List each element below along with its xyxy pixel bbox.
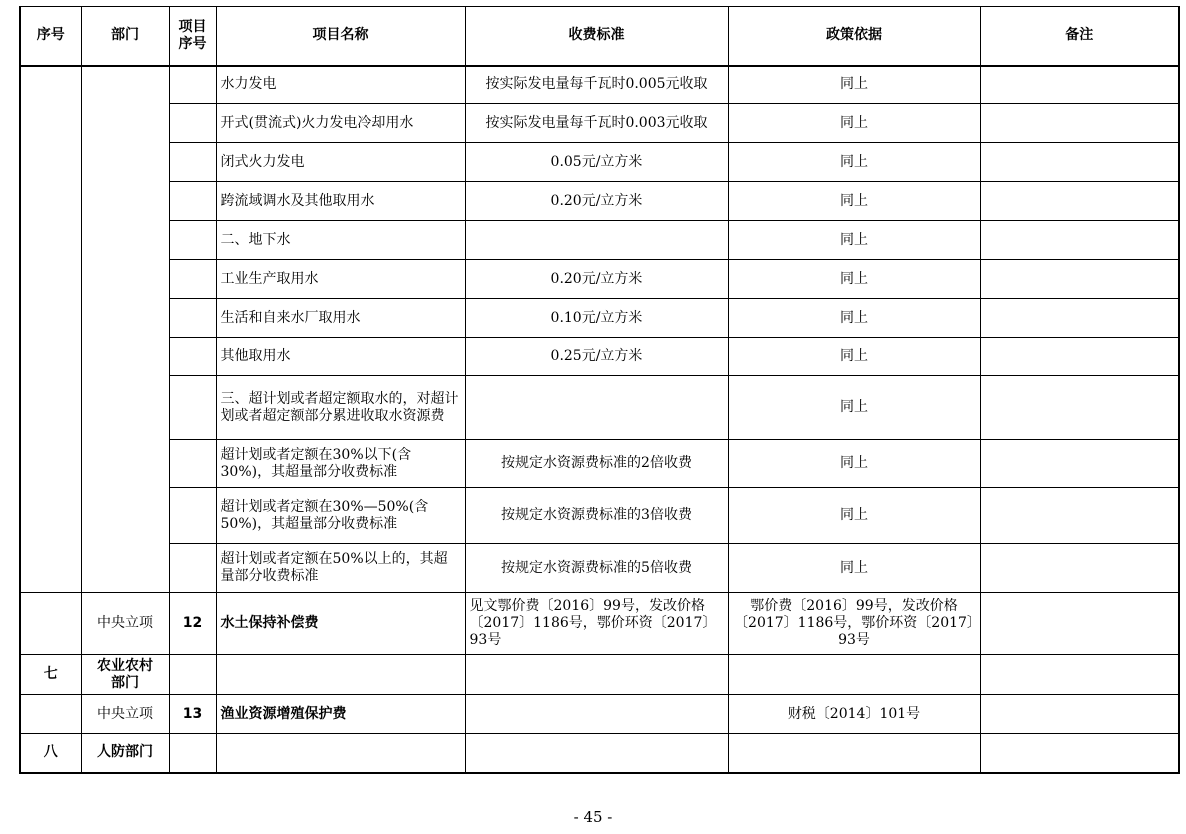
item-name-cell: 生活和自来水厂取用水: [216, 299, 465, 338]
page-number: - 45 -: [573, 808, 613, 826]
item-name-cell: 跨流域调水及其他取用水: [216, 182, 465, 221]
fee-cell: 按规定水资源费标准的3倍收费: [465, 488, 728, 544]
dept-cell: 中央立项: [81, 695, 169, 734]
remarks-cell: [980, 488, 1179, 544]
table-row: [20, 260, 1179, 299]
fee-cell: 按实际发电量每千瓦时0.003元收取: [465, 104, 728, 143]
header-item-seq: 项目序号: [169, 7, 216, 66]
item-seq-cell: 13: [169, 695, 216, 734]
fee-cell: [465, 376, 728, 440]
item-seq-cell: [169, 544, 216, 593]
policy-cell: 同上: [728, 376, 980, 440]
policy-cell: 同上: [728, 260, 980, 299]
section-row-7: [20, 655, 1179, 695]
remarks-cell: [980, 544, 1179, 593]
section-dept-cell: 农业农村部门: [81, 655, 169, 695]
remarks-cell: [980, 338, 1179, 376]
item-name-cell: 三、超计划或者超定额取水的，对超计划或者超定额部分累进收取水资源费: [216, 376, 465, 440]
item-seq-cell: [169, 66, 216, 104]
table-row: [20, 544, 1179, 593]
policy-cell: [728, 655, 980, 695]
remarks-cell: [980, 66, 1179, 104]
remarks-cell: [980, 695, 1179, 734]
fee-cell: 按实际发电量每千瓦时0.005元收取: [465, 66, 728, 104]
fee-cell: 0.10元/立方米: [465, 299, 728, 338]
table-row: [20, 338, 1179, 376]
policy-cell: 同上: [728, 544, 980, 593]
section-dept-cell: 人防部门: [81, 734, 169, 773]
item-name-cell: 超计划或者定额在30%以下(含30%)，其超量部分收费标准: [216, 440, 465, 488]
fee-table: [19, 6, 1180, 774]
fee-cell: 0.25元/立方米: [465, 338, 728, 376]
policy-cell: 鄂价费〔2016〕99号，发改价格〔2017〕1186号，鄂价环资〔2017〕93号: [728, 593, 980, 655]
remarks-cell: [980, 260, 1179, 299]
fee-cell: 0.20元/立方米: [465, 182, 728, 221]
header-dept: 部门: [81, 7, 169, 66]
fee-cell: [465, 695, 728, 734]
item-name-cell: 工业生产取用水: [216, 260, 465, 299]
item-seq-cell: [169, 299, 216, 338]
fee-cell: 按规定水资源费标准的2倍收费: [465, 440, 728, 488]
header-item-name: 项目名称: [216, 7, 465, 66]
policy-cell: 同上: [728, 66, 980, 104]
fee-cell: [465, 221, 728, 260]
table-row: [20, 66, 1179, 104]
item-name-cell: 渔业资源增殖保护费: [216, 695, 465, 734]
item-name-cell: 超计划或者定额在30%—50%(含50%)，其超量部分收费标准: [216, 488, 465, 544]
table-row: [20, 104, 1179, 143]
remarks-cell: [980, 143, 1179, 182]
item-name-cell: 二、地下水: [216, 221, 465, 260]
table-row-12: [20, 593, 1179, 655]
header-policy-basis: 政策依据: [728, 7, 980, 66]
remarks-cell: [980, 376, 1179, 440]
item-seq-cell: [169, 143, 216, 182]
fee-cell: 按规定水资源费标准的5倍收费: [465, 544, 728, 593]
item-seq-cell: [169, 338, 216, 376]
fee-cell: 见文鄂价费〔2016〕99号，发改价格〔2017〕1186号，鄂价环资〔2017〕93号: [465, 593, 728, 655]
remarks-cell: [980, 440, 1179, 488]
item-seq-cell: [169, 104, 216, 143]
fee-cell: [465, 734, 728, 773]
item-name-cell: 闭式火力发电: [216, 143, 465, 182]
table-row: [20, 440, 1179, 488]
item-seq-cell: [169, 734, 216, 773]
item-name-cell: 水力发电: [216, 66, 465, 104]
item-seq-cell: 12: [169, 593, 216, 655]
policy-cell: 同上: [728, 338, 980, 376]
item-seq-cell: [169, 221, 216, 260]
header-fee-standard: 收费标准: [465, 7, 728, 66]
item-name-cell: 其他取用水: [216, 338, 465, 376]
header-seq: 序号: [20, 7, 81, 66]
table-row: [20, 299, 1179, 338]
remarks-cell: [980, 221, 1179, 260]
table-row: [20, 221, 1179, 260]
item-name-cell: 超计划或者定额在50%以上的，其超量部分收费标准: [216, 544, 465, 593]
fee-cell: [465, 655, 728, 695]
table-row: [20, 376, 1179, 440]
fee-cell: 0.20元/立方米: [465, 260, 728, 299]
section-seq-cell: 七: [20, 655, 81, 695]
item-seq-cell: [169, 182, 216, 221]
policy-cell: 同上: [728, 221, 980, 260]
policy-cell: 同上: [728, 488, 980, 544]
table-row: [20, 182, 1179, 221]
remarks-cell: [980, 655, 1179, 695]
policy-cell: 同上: [728, 299, 980, 338]
header-remarks: 备注: [980, 7, 1179, 66]
remarks-cell: [980, 299, 1179, 338]
policy-cell: 同上: [728, 104, 980, 143]
seq-cell-merged: [20, 66, 81, 593]
policy-cell: 同上: [728, 143, 980, 182]
remarks-cell: [980, 593, 1179, 655]
table-row: [20, 143, 1179, 182]
remarks-cell: [980, 104, 1179, 143]
item-seq-cell: [169, 488, 216, 544]
header-row: [20, 7, 1179, 66]
seq-cell: [20, 593, 81, 655]
remarks-cell: [980, 734, 1179, 773]
item-name-cell: 水土保持补偿费: [216, 593, 465, 655]
item-seq-cell: [169, 655, 216, 695]
section-row-8: [20, 734, 1179, 773]
table-row: [20, 488, 1179, 544]
item-seq-cell: [169, 260, 216, 299]
policy-cell: 同上: [728, 182, 980, 221]
table-row-13: [20, 695, 1179, 734]
dept-cell: 中央立项: [81, 593, 169, 655]
policy-cell: 财税〔2014〕101号: [728, 695, 980, 734]
item-name-cell: [216, 734, 465, 773]
policy-cell: 同上: [728, 440, 980, 488]
remarks-cell: [980, 182, 1179, 221]
seq-cell: [20, 695, 81, 734]
item-seq-cell: [169, 440, 216, 488]
item-name-cell: [216, 655, 465, 695]
section-seq-cell: 八: [20, 734, 81, 773]
item-name-cell: 开式(贯流式)火力发电冷却用水: [216, 104, 465, 143]
dept-cell-merged: [81, 66, 169, 593]
policy-cell: [728, 734, 980, 773]
fee-cell: 0.05元/立方米: [465, 143, 728, 182]
item-seq-cell: [169, 376, 216, 440]
